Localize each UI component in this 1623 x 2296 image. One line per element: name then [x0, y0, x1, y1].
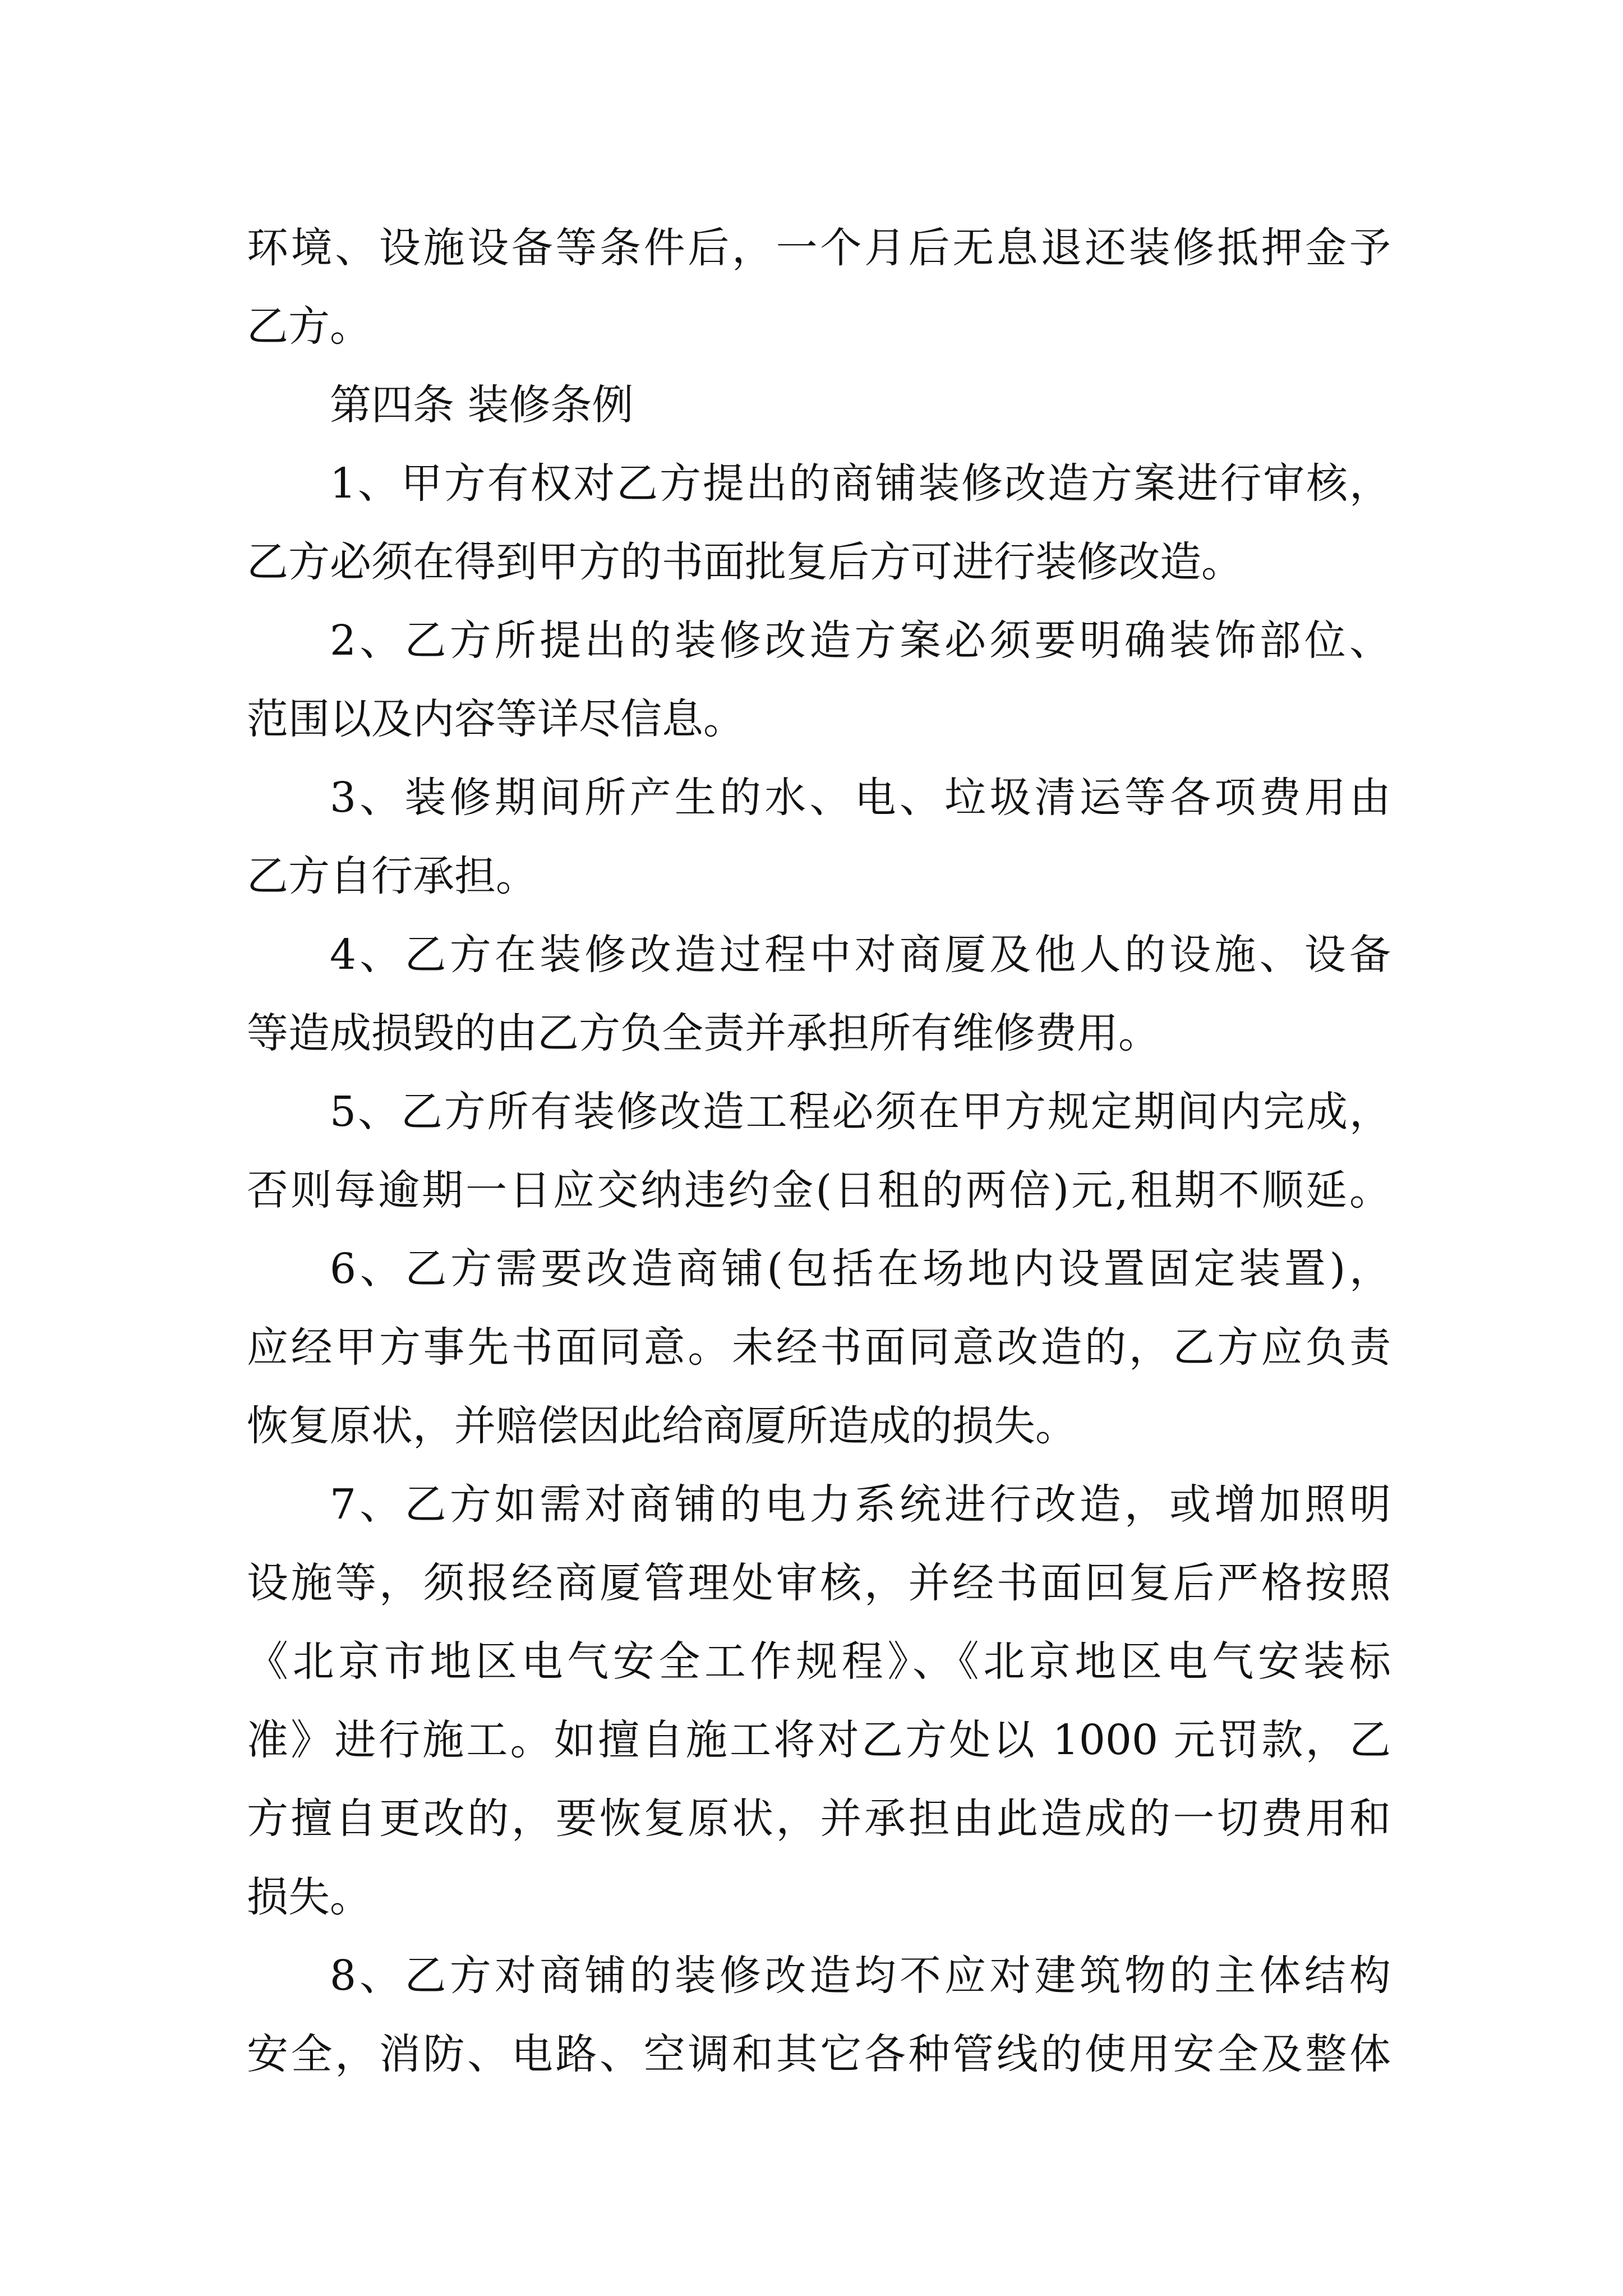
text-line: 乙方。 [247, 302, 371, 351]
text-line: 准》进行施工。如擅自施工将对乙方处以 1000 元罚款，乙 [247, 1716, 1391, 1764]
text-line: 2、乙方所提出的装修改造方案必须要明确装饰部位、 [330, 616, 1391, 665]
text-line: 否则每逾期一日应交纳违约金(日租的两倍)元,租期不顺延。 [247, 1166, 1391, 1214]
text-line: 5、乙方所有装修改造工程必须在甲方规定期间内完成， [330, 1088, 1391, 1136]
text-line: 7、乙方如需对商铺的电力系统进行改造，或增加照明 [330, 1480, 1391, 1529]
text-line: 环境、设施设备等条件后，一个月后无息退还装修抵押金予 [247, 224, 1391, 272]
text-line: 6、乙方需要改造商铺(包括在场地内设置固定装置)， [330, 1245, 1391, 1293]
text-line: 8、乙方对商铺的装修改造均不应对建筑物的主体结构 [330, 1952, 1391, 2000]
text-line: 安全，消防、电路、空调和其它各种管线的使用安全及整体 [247, 2030, 1391, 2078]
text-line: 范围以及内容等详尽信息。 [247, 695, 745, 743]
text-line: 应经甲方事先书面同意。未经书面同意改造的，乙方应负责 [247, 1323, 1391, 1372]
section-heading: 第四条 装修条例 [330, 381, 634, 429]
text-line: 乙方必须在得到甲方的书面批复后方可进行装修改造。 [247, 538, 1243, 586]
text-line: 设施等，须报经商厦管理处审核，并经书面回复后严格按照 [247, 1559, 1391, 1607]
text-line: 3、装修期间所产生的水、电、垃圾清运等各项费用由 [330, 774, 1391, 822]
text-line: 方擅自更改的，要恢复原状，并承担由此造成的一切费用和 [247, 1795, 1391, 1843]
text-line: 等造成损毁的由乙方负全责并承担所有维修费用。 [247, 1009, 1160, 1057]
text-line: 4、乙方在装修改造过程中对商厦及他人的设施、设备 [330, 931, 1391, 979]
text-line: 乙方自行承担。 [247, 852, 537, 900]
text-line: 1、甲方有权对乙方提出的商铺装修改造方案进行审核， [330, 459, 1391, 508]
text-line: 《北京市地区电气安全工作规程》、《北京地区电气安装标 [247, 1637, 1391, 1686]
text-line: 损失。 [247, 1873, 371, 1921]
document-body [247, 209, 1391, 2093]
text-line: 恢复原状，并赔偿因此给商厦所造成的损失。 [247, 1402, 1077, 1450]
